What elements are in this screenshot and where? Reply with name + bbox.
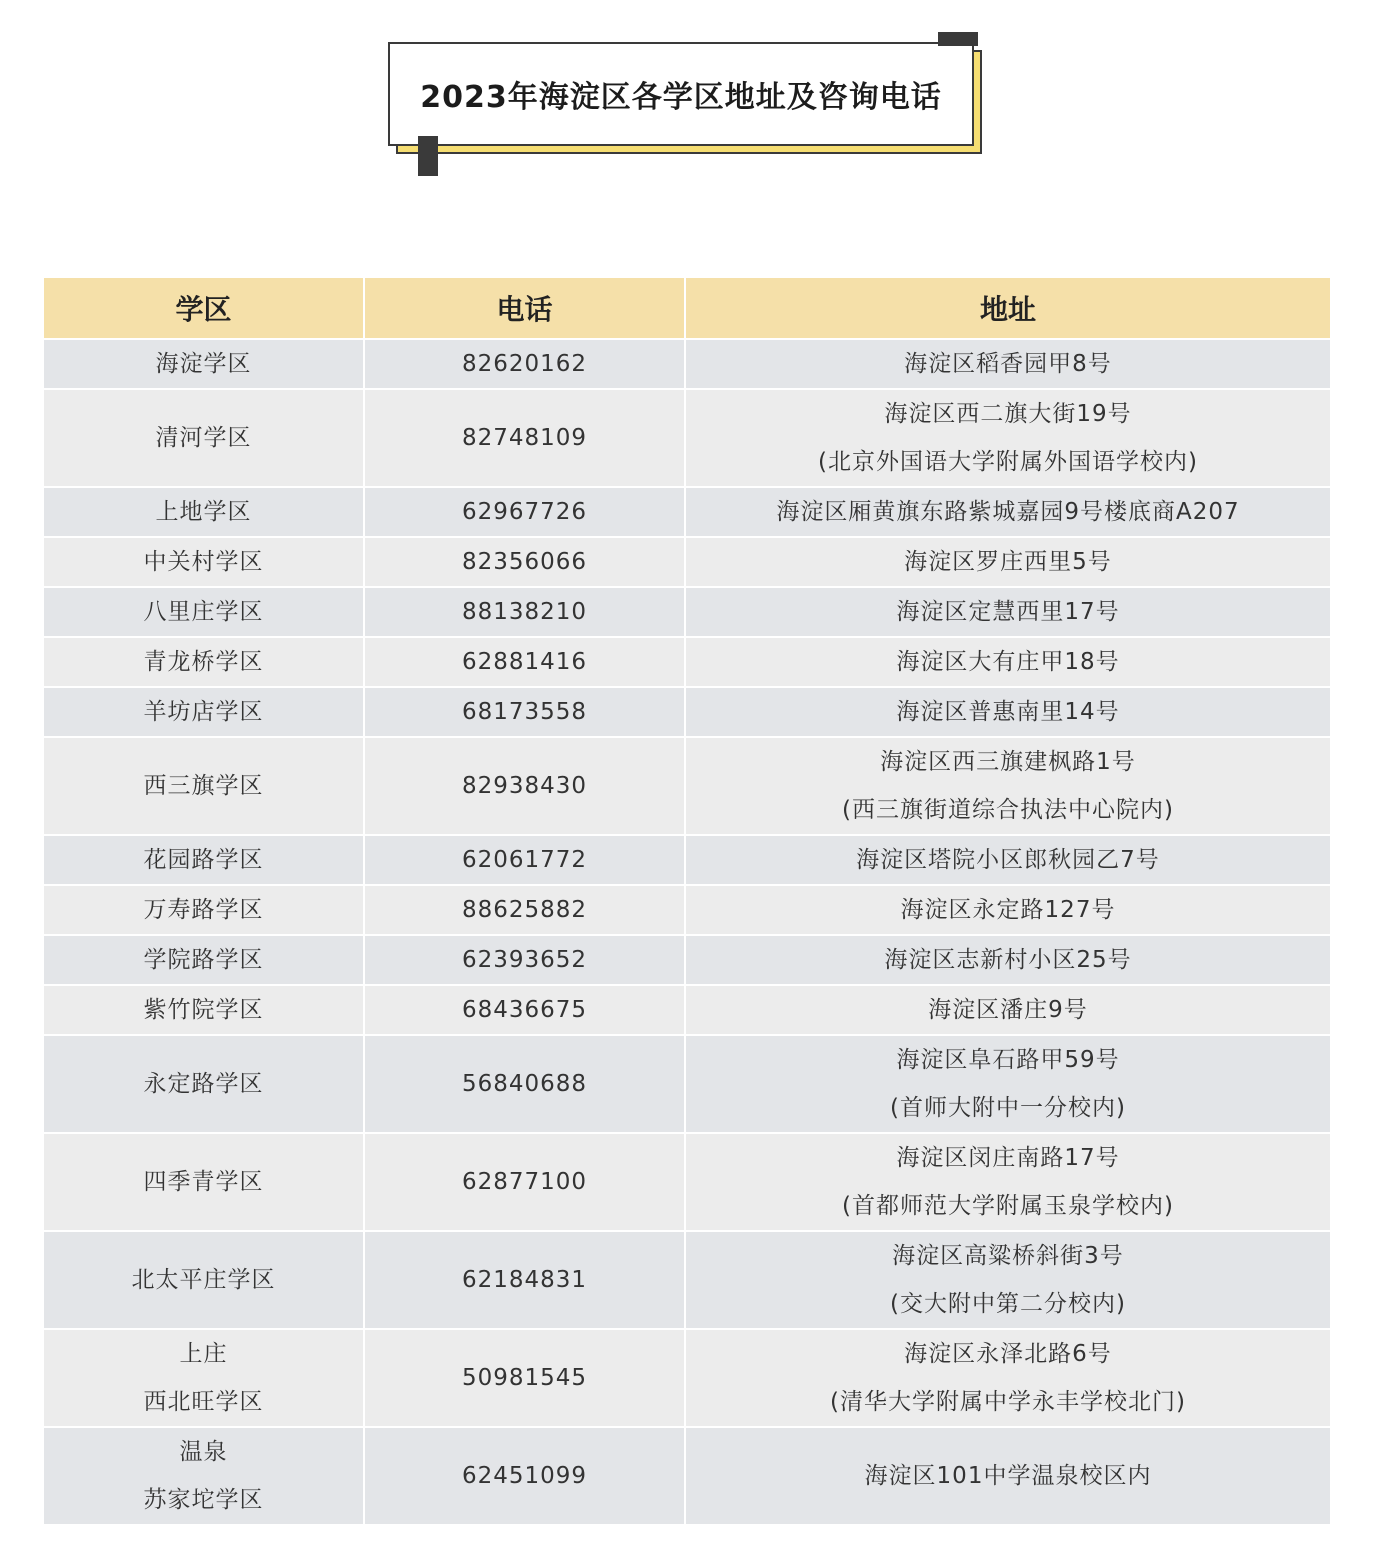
phone-cell: 56840688 — [365, 1036, 686, 1134]
table-header-row — [44, 278, 1330, 340]
address-cell — [686, 738, 1330, 836]
address-line: 海淀区高粱桥斜街3号 — [892, 1243, 1124, 1269]
address-cell — [686, 638, 1330, 688]
title-corner-tab-top — [938, 32, 978, 46]
page-title: 2023年海淀区各学区地址及咨询电话 — [420, 80, 942, 115]
district-cell — [44, 738, 365, 836]
address-line: 海淀区普惠南里14号 — [896, 699, 1120, 725]
district-name: 万寿路学区 — [143, 897, 264, 923]
address-cell — [686, 588, 1330, 638]
table-row — [44, 588, 1330, 638]
phone-cell: 88138210 — [365, 588, 686, 638]
table-row — [44, 986, 1330, 1036]
district-name: 温泉 — [179, 1439, 228, 1465]
address-cell — [686, 936, 1330, 986]
district-name: 西北旺学区 — [143, 1389, 264, 1415]
address-line: 海淀区稻香园甲8号 — [904, 351, 1112, 377]
district-cell — [44, 986, 365, 1036]
district-cell — [44, 488, 365, 538]
district-cell — [44, 1036, 365, 1134]
district-name: 西三旗学区 — [143, 773, 264, 799]
district-cell — [44, 936, 365, 986]
address-line: (清华大学附属中学永丰学校北门) — [830, 1389, 1186, 1415]
phone-cell: 68173558 — [365, 688, 686, 738]
district-cell — [44, 688, 365, 738]
title-banner — [388, 32, 998, 182]
phone-cell: 68436675 — [365, 986, 686, 1036]
district-name: 花园路学区 — [143, 847, 264, 873]
address-cell — [686, 886, 1330, 936]
title-corner-tab-bottom — [418, 136, 438, 176]
district-name: 羊坊店学区 — [143, 699, 264, 725]
district-name: 清河学区 — [155, 425, 252, 451]
district-cell — [44, 886, 365, 936]
phone-cell: 88625882 — [365, 886, 686, 936]
phone-cell: 82748109 — [365, 390, 686, 488]
address-cell — [686, 836, 1330, 886]
address-cell — [686, 488, 1330, 538]
district-cell — [44, 1330, 365, 1428]
table-row — [44, 1428, 1330, 1526]
district-name: 永定路学区 — [143, 1071, 264, 1097]
address-line: 海淀区塔院小区郎秋园乙7号 — [856, 847, 1160, 873]
table-row — [44, 1036, 1330, 1134]
district-cell — [44, 1232, 365, 1330]
address-line: 海淀区厢黄旗东路紫城嘉园9号楼底商A207 — [776, 499, 1240, 525]
district-cell — [44, 390, 365, 488]
address-line: (交大附中第二分校内) — [890, 1291, 1126, 1317]
address-line: 海淀区101中学温泉校区内 — [864, 1463, 1152, 1489]
district-cell — [44, 538, 365, 588]
address-line: 海淀区志新村小区25号 — [884, 947, 1132, 973]
district-cell — [44, 340, 365, 390]
table-row — [44, 390, 1330, 488]
table-row — [44, 688, 1330, 738]
district-name: 海淀学区 — [155, 351, 252, 377]
district-cell — [44, 1134, 365, 1232]
table-row — [44, 488, 1330, 538]
address-cell — [686, 688, 1330, 738]
table-row — [44, 638, 1330, 688]
address-line: 海淀区西三旗建枫路1号 — [880, 749, 1136, 775]
address-cell — [686, 1232, 1330, 1330]
district-name: 四季青学区 — [143, 1169, 264, 1195]
phone-cell: 62184831 — [365, 1232, 686, 1330]
district-name: 北太平庄学区 — [131, 1267, 276, 1293]
district-cell — [44, 588, 365, 638]
school-district-table — [44, 278, 1330, 1526]
table-row — [44, 1134, 1330, 1232]
district-cell — [44, 836, 365, 886]
table-row — [44, 836, 1330, 886]
table-row — [44, 886, 1330, 936]
address-line: (首师大附中一分校内) — [890, 1095, 1126, 1121]
district-name: 学院路学区 — [143, 947, 264, 973]
district-name: 紫竹院学区 — [143, 997, 264, 1023]
address-cell — [686, 1330, 1330, 1428]
district-name: 上地学区 — [155, 499, 252, 525]
address-line: 海淀区罗庄西里5号 — [904, 549, 1112, 575]
phone-cell: 82356066 — [365, 538, 686, 588]
address-line: (北京外国语大学附属外国语学校内) — [818, 449, 1198, 475]
table-row — [44, 1232, 1330, 1330]
address-line: 海淀区永泽北路6号 — [904, 1341, 1112, 1367]
district-name: 中关村学区 — [143, 549, 264, 575]
district-name: 上庄 — [179, 1341, 228, 1367]
phone-cell: 62877100 — [365, 1134, 686, 1232]
address-cell — [686, 390, 1330, 488]
district-name: 苏家坨学区 — [143, 1487, 264, 1513]
address-line: (西三旗街道综合执法中心院内) — [842, 797, 1174, 823]
table-row — [44, 738, 1330, 836]
address-cell — [686, 1428, 1330, 1526]
address-line: (首都师范大学附属玉泉学校内) — [842, 1193, 1174, 1219]
table-row — [44, 936, 1330, 986]
district-cell — [44, 1428, 365, 1526]
header-district: 学区 — [44, 278, 365, 340]
address-line: 海淀区大有庄甲18号 — [896, 649, 1120, 675]
address-cell — [686, 1036, 1330, 1134]
address-line: 海淀区潘庄9号 — [928, 997, 1088, 1023]
address-cell — [686, 1134, 1330, 1232]
district-name: 八里庄学区 — [143, 599, 264, 625]
phone-cell: 62061772 — [365, 836, 686, 886]
address-line: 海淀区闵庄南路17号 — [896, 1145, 1120, 1171]
district-name: 青龙桥学区 — [143, 649, 264, 675]
address-line: 海淀区阜石路甲59号 — [896, 1047, 1120, 1073]
header-address: 地址 — [686, 278, 1330, 340]
table-row — [44, 340, 1330, 390]
address-cell — [686, 538, 1330, 588]
table-row — [44, 1330, 1330, 1428]
address-line: 海淀区永定路127号 — [900, 897, 1116, 923]
phone-cell: 50981545 — [365, 1330, 686, 1428]
phone-cell: 62393652 — [365, 936, 686, 986]
phone-cell: 62967726 — [365, 488, 686, 538]
phone-cell: 82620162 — [365, 340, 686, 390]
header-phone: 电话 — [365, 278, 686, 340]
phone-cell: 62881416 — [365, 638, 686, 688]
address-line: 海淀区定慧西里17号 — [896, 599, 1120, 625]
address-line: 海淀区西二旗大街19号 — [884, 401, 1132, 427]
phone-cell: 82938430 — [365, 738, 686, 836]
district-cell — [44, 638, 365, 688]
address-cell — [686, 340, 1330, 390]
phone-cell: 62451099 — [365, 1428, 686, 1526]
table-body — [44, 340, 1330, 1526]
title-box — [388, 42, 974, 146]
address-cell — [686, 986, 1330, 1036]
table-row — [44, 538, 1330, 588]
